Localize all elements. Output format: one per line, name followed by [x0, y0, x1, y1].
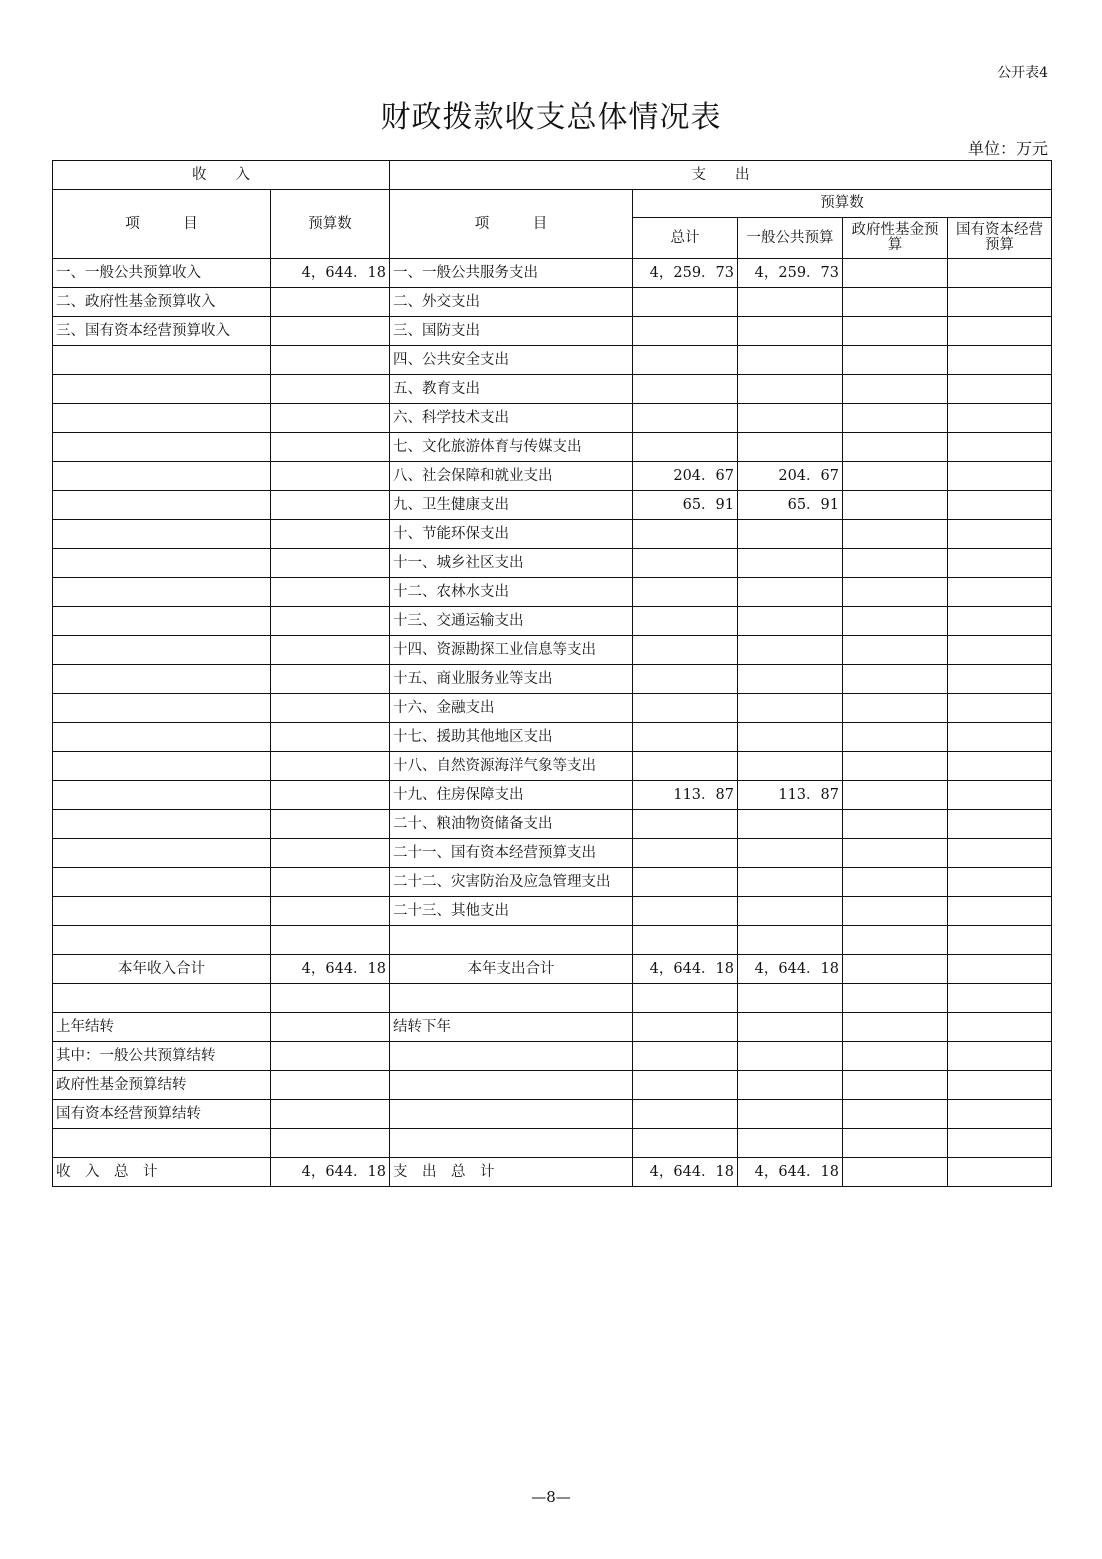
income-header: 收 入	[53, 161, 390, 190]
table-row	[53, 781, 1052, 810]
table-row	[53, 839, 1052, 868]
state-capital-cell	[948, 491, 1052, 520]
table-row	[53, 926, 1052, 955]
expense-item-cell: 二十三、其他支出	[390, 897, 633, 926]
expense-total-cell	[633, 665, 738, 694]
gov-fund-header: 政府性基金预算	[843, 218, 948, 259]
income-amount-cell	[271, 694, 390, 723]
expense-item-cell: 二、外交支出	[390, 288, 633, 317]
gov-fund-cell	[843, 636, 948, 665]
gov-fund-cell	[843, 288, 948, 317]
year-total-row	[53, 955, 1052, 984]
header-row	[53, 161, 1052, 190]
gov-fund-cell	[843, 984, 948, 1013]
table-row	[53, 462, 1052, 491]
table-row	[53, 317, 1052, 346]
income-item-cell	[53, 665, 271, 694]
income-amount-cell	[271, 868, 390, 897]
expense-total-cell: 113．87	[633, 781, 738, 810]
expense-total-cell	[633, 317, 738, 346]
table-row	[53, 665, 1052, 694]
income-item-cell	[53, 1129, 271, 1158]
expense-item-cell: 十九、住房保障支出	[390, 781, 633, 810]
gov-fund-cell	[843, 404, 948, 433]
state-capital-cell	[948, 317, 1052, 346]
state-capital-cell	[948, 549, 1052, 578]
header-row	[53, 190, 1052, 218]
expense-total-cell: 4，644．18	[633, 955, 738, 984]
income-item-cell	[53, 694, 271, 723]
state-capital-cell	[948, 578, 1052, 607]
state-capital-header: 国有资本经营预算	[948, 218, 1052, 259]
general-budget-cell	[738, 723, 843, 752]
general-budget-cell: 4，644．18	[738, 955, 843, 984]
state-capital-cell	[948, 346, 1052, 375]
expense-total-cell	[633, 810, 738, 839]
gov-fund-cell	[843, 955, 948, 984]
general-budget-header: 一般公共预算	[738, 218, 843, 259]
general-budget-cell: 4，644．18	[738, 1158, 843, 1187]
general-budget-cell	[738, 375, 843, 404]
state-capital-cell	[948, 955, 1052, 984]
general-budget-cell	[738, 288, 843, 317]
income-item-cell	[53, 897, 271, 926]
general-budget-cell: 113．87	[738, 781, 843, 810]
general-budget-cell	[738, 1129, 843, 1158]
expense-item-header: 项 目	[390, 190, 633, 259]
state-capital-cell	[948, 752, 1052, 781]
state-capital-cell	[948, 694, 1052, 723]
expense-total-cell	[633, 1100, 738, 1129]
general-budget-cell	[738, 1013, 843, 1042]
income-item-cell	[53, 723, 271, 752]
income-amount-cell	[271, 984, 390, 1013]
gov-fund-cell	[843, 839, 948, 868]
expense-total-cell	[633, 984, 738, 1013]
general-budget-cell	[738, 1100, 843, 1129]
gov-fund-cell	[843, 462, 948, 491]
gov-fund-cell	[843, 317, 948, 346]
gov-fund-cell	[843, 723, 948, 752]
gov-fund-cell	[843, 926, 948, 955]
expense-header: 支 出	[390, 161, 1052, 190]
expense-total-cell: 65．91	[633, 491, 738, 520]
income-amount-cell	[271, 549, 390, 578]
income-amount-cell	[271, 1042, 390, 1071]
general-budget-cell: 204．67	[738, 462, 843, 491]
expense-item-cell: 二十、粮油物资储备支出	[390, 810, 633, 839]
general-budget-cell	[738, 520, 843, 549]
expense-total-cell	[633, 404, 738, 433]
income-amount-cell: 4，644．18	[271, 1158, 390, 1187]
grand-total-row	[53, 1158, 1052, 1187]
income-amount-cell	[271, 288, 390, 317]
expense-total-cell	[633, 578, 738, 607]
income-amount-cell: 4，644．18	[271, 955, 390, 984]
income-amount-cell	[271, 433, 390, 462]
income-amount-cell	[271, 839, 390, 868]
expense-total-cell	[633, 375, 738, 404]
general-budget-cell	[738, 926, 843, 955]
gov-fund-cell	[843, 259, 948, 288]
income-amount-cell	[271, 462, 390, 491]
expense-item-cell	[390, 1100, 633, 1129]
expense-total-cell: 4，644．18	[633, 1158, 738, 1187]
expense-item-cell: 一、一般公共服务支出	[390, 259, 633, 288]
general-budget-cell	[738, 810, 843, 839]
state-capital-cell	[948, 1129, 1052, 1158]
expense-item-cell: 十、节能环保支出	[390, 520, 633, 549]
table-row	[53, 868, 1052, 897]
expense-item-cell: 二十二、灾害防治及应急管理支出	[390, 868, 633, 897]
expense-total-cell	[633, 1042, 738, 1071]
expense-total-cell: 4，259．73	[633, 259, 738, 288]
expense-item-cell: 十八、自然资源海洋气象等支出	[390, 752, 633, 781]
state-capital-cell	[948, 723, 1052, 752]
income-amount-cell	[271, 752, 390, 781]
income-amount-cell	[271, 491, 390, 520]
table-row	[53, 694, 1052, 723]
state-capital-cell	[948, 1013, 1052, 1042]
expense-item-cell: 支 出 总 计	[390, 1158, 633, 1187]
general-budget-cell	[738, 665, 843, 694]
state-capital-cell	[948, 288, 1052, 317]
income-item-cell: 本年收入合计	[53, 955, 271, 984]
expense-item-cell: 六、科学技术支出	[390, 404, 633, 433]
state-capital-cell	[948, 984, 1052, 1013]
expense-total-cell	[633, 346, 738, 375]
gov-fund-cell	[843, 665, 948, 694]
expense-total-cell	[633, 433, 738, 462]
table-row	[53, 491, 1052, 520]
expense-total-cell	[633, 549, 738, 578]
income-amount-cell	[271, 781, 390, 810]
expense-total-cell	[633, 636, 738, 665]
income-amount-cell	[271, 607, 390, 636]
general-budget-cell	[738, 839, 843, 868]
income-amount-cell	[271, 317, 390, 346]
expense-total-cell	[633, 926, 738, 955]
expense-item-cell: 十三、交通运输支出	[390, 607, 633, 636]
income-amount-cell	[271, 346, 390, 375]
carry-row	[53, 984, 1052, 1013]
gov-fund-cell	[843, 897, 948, 926]
expense-total-cell	[633, 288, 738, 317]
expense-item-cell: 八、社会保障和就业支出	[390, 462, 633, 491]
state-capital-cell	[948, 636, 1052, 665]
gov-fund-cell	[843, 433, 948, 462]
expense-total-cell	[633, 839, 738, 868]
general-budget-cell	[738, 346, 843, 375]
expense-total-cell	[633, 694, 738, 723]
page-number: —8—	[531, 1488, 571, 1506]
income-amount-cell	[271, 404, 390, 433]
state-capital-cell	[948, 520, 1052, 549]
income-item-cell: 其中：一般公共预算结转	[53, 1042, 271, 1071]
expense-item-cell: 结转下年	[390, 1013, 633, 1042]
table-row	[53, 752, 1052, 781]
gov-fund-cell	[843, 578, 948, 607]
income-item-cell	[53, 926, 271, 955]
expense-item-cell: 五、教育支出	[390, 375, 633, 404]
income-item-cell: 收 入 总 计	[53, 1158, 271, 1187]
general-budget-cell	[738, 1042, 843, 1071]
gov-fund-cell	[843, 752, 948, 781]
expense-total-cell	[633, 607, 738, 636]
table-row	[53, 810, 1052, 839]
state-capital-cell	[948, 607, 1052, 636]
unit-label: 单位：万元	[967, 139, 1048, 158]
expense-item-cell: 十七、援助其他地区支出	[390, 723, 633, 752]
gov-fund-cell	[843, 1100, 948, 1129]
table-row	[53, 433, 1052, 462]
expense-total-cell	[633, 1071, 738, 1100]
general-budget-cell	[738, 694, 843, 723]
gov-fund-cell	[843, 346, 948, 375]
income-item-cell: 一、一般公共预算收入	[53, 259, 271, 288]
state-capital-cell	[948, 1071, 1052, 1100]
income-budget-header: 预算数	[271, 190, 390, 259]
general-budget-cell	[738, 897, 843, 926]
income-amount-cell	[271, 636, 390, 665]
expense-item-cell	[390, 1042, 633, 1071]
general-budget-cell: 65．91	[738, 491, 843, 520]
gov-fund-cell	[843, 607, 948, 636]
state-capital-cell	[948, 665, 1052, 694]
income-amount-cell	[271, 375, 390, 404]
state-capital-cell	[948, 839, 1052, 868]
income-item-cell	[53, 404, 271, 433]
carry-row	[53, 1042, 1052, 1071]
expense-item-cell	[390, 926, 633, 955]
income-item-cell	[53, 520, 271, 549]
state-capital-cell	[948, 926, 1052, 955]
general-budget-cell	[738, 1071, 843, 1100]
income-amount-cell	[271, 1129, 390, 1158]
income-item-cell	[53, 781, 271, 810]
table-row	[53, 723, 1052, 752]
income-amount-cell	[271, 926, 390, 955]
gov-fund-cell	[843, 1013, 948, 1042]
doc-label: 公开表4	[997, 65, 1048, 81]
general-budget-cell	[738, 404, 843, 433]
income-item-cell: 二、政府性基金预算收入	[53, 288, 271, 317]
expense-item-cell: 四、公共安全支出	[390, 346, 633, 375]
state-capital-cell	[948, 868, 1052, 897]
income-item-cell	[53, 810, 271, 839]
income-amount-cell	[271, 520, 390, 549]
income-item-cell	[53, 636, 271, 665]
table-row	[53, 288, 1052, 317]
income-item-cell: 国有资本经营预算结转	[53, 1100, 271, 1129]
general-budget-cell	[738, 607, 843, 636]
expense-item-cell: 十一、城乡社区支出	[390, 549, 633, 578]
table-row	[53, 636, 1052, 665]
income-item-cell	[53, 346, 271, 375]
state-capital-cell	[948, 810, 1052, 839]
gov-fund-cell	[843, 520, 948, 549]
general-budget-cell	[738, 984, 843, 1013]
income-item-cell	[53, 868, 271, 897]
general-budget-cell	[738, 578, 843, 607]
expense-total-cell	[633, 897, 738, 926]
income-amount-cell	[271, 1100, 390, 1129]
table-row	[53, 375, 1052, 404]
expense-item-cell: 二十一、国有资本经营预算支出	[390, 839, 633, 868]
table-row	[53, 549, 1052, 578]
carry-row	[53, 1071, 1052, 1100]
income-amount-cell	[271, 665, 390, 694]
carry-row	[53, 1013, 1052, 1042]
expense-item-cell: 九、卫生健康支出	[390, 491, 633, 520]
gov-fund-cell	[843, 810, 948, 839]
income-item-header: 项 目	[53, 190, 271, 259]
income-item-cell	[53, 433, 271, 462]
budget-table	[52, 160, 1052, 1187]
expense-item-cell	[390, 1071, 633, 1100]
expense-item-cell: 七、文化旅游体育与传媒支出	[390, 433, 633, 462]
state-capital-cell	[948, 433, 1052, 462]
page-title: 财政拨款收支总体情况表	[380, 100, 722, 135]
expense-item-cell: 十四、资源勘探工业信息等支出	[390, 636, 633, 665]
gov-fund-cell	[843, 375, 948, 404]
state-capital-cell	[948, 404, 1052, 433]
budget-number-header: 预算数	[633, 190, 1052, 218]
income-item-cell	[53, 607, 271, 636]
expense-item-cell: 十二、农林水支出	[390, 578, 633, 607]
total-header: 总计	[633, 218, 738, 259]
state-capital-cell	[948, 1042, 1052, 1071]
general-budget-cell	[738, 752, 843, 781]
income-item-cell	[53, 491, 271, 520]
income-item-cell	[53, 984, 271, 1013]
income-item-cell: 三、国有资本经营预算收入	[53, 317, 271, 346]
expense-item-cell	[390, 984, 633, 1013]
expense-item-cell: 三、国防支出	[390, 317, 633, 346]
income-item-cell	[53, 752, 271, 781]
general-budget-cell: 4，259．73	[738, 259, 843, 288]
table-row	[53, 607, 1052, 636]
state-capital-cell	[948, 259, 1052, 288]
expense-total-cell	[633, 723, 738, 752]
income-amount-cell	[271, 897, 390, 926]
income-amount-cell: 4，644．18	[271, 259, 390, 288]
general-budget-cell	[738, 433, 843, 462]
general-budget-cell	[738, 317, 843, 346]
general-budget-cell	[738, 636, 843, 665]
table-row	[53, 578, 1052, 607]
carry-row	[53, 1100, 1052, 1129]
table-row	[53, 520, 1052, 549]
expense-total-cell: 204．67	[633, 462, 738, 491]
income-item-cell	[53, 375, 271, 404]
income-item-cell: 上年结转	[53, 1013, 271, 1042]
state-capital-cell	[948, 1100, 1052, 1129]
gov-fund-cell	[843, 868, 948, 897]
income-item-cell	[53, 578, 271, 607]
expense-item-cell: 本年支出合计	[390, 955, 633, 984]
expense-total-cell	[633, 752, 738, 781]
table-row	[53, 897, 1052, 926]
expense-item-cell: 十五、商业服务业等支出	[390, 665, 633, 694]
gov-fund-cell	[843, 1042, 948, 1071]
gov-fund-cell	[843, 781, 948, 810]
carry-row	[53, 1129, 1052, 1158]
gov-fund-cell	[843, 694, 948, 723]
income-item-cell	[53, 462, 271, 491]
general-budget-cell	[738, 868, 843, 897]
income-amount-cell	[271, 1071, 390, 1100]
income-item-cell: 政府性基金预算结转	[53, 1071, 271, 1100]
gov-fund-cell	[843, 1158, 948, 1187]
table-row	[53, 404, 1052, 433]
gov-fund-cell	[843, 1129, 948, 1158]
table-row	[53, 346, 1052, 375]
state-capital-cell	[948, 1158, 1052, 1187]
gov-fund-cell	[843, 549, 948, 578]
state-capital-cell	[948, 897, 1052, 926]
expense-total-cell	[633, 868, 738, 897]
state-capital-cell	[948, 781, 1052, 810]
state-capital-cell	[948, 462, 1052, 491]
gov-fund-cell	[843, 1071, 948, 1100]
expense-item-cell	[390, 1129, 633, 1158]
expense-total-cell	[633, 520, 738, 549]
income-amount-cell	[271, 1013, 390, 1042]
income-item-cell	[53, 549, 271, 578]
gov-fund-cell	[843, 491, 948, 520]
state-capital-cell	[948, 375, 1052, 404]
expense-item-cell: 十六、金融支出	[390, 694, 633, 723]
expense-total-cell	[633, 1129, 738, 1158]
income-amount-cell	[271, 578, 390, 607]
general-budget-cell	[738, 549, 843, 578]
table-row	[53, 259, 1052, 288]
income-item-cell	[53, 839, 271, 868]
income-amount-cell	[271, 810, 390, 839]
income-amount-cell	[271, 723, 390, 752]
expense-total-cell	[633, 1013, 738, 1042]
